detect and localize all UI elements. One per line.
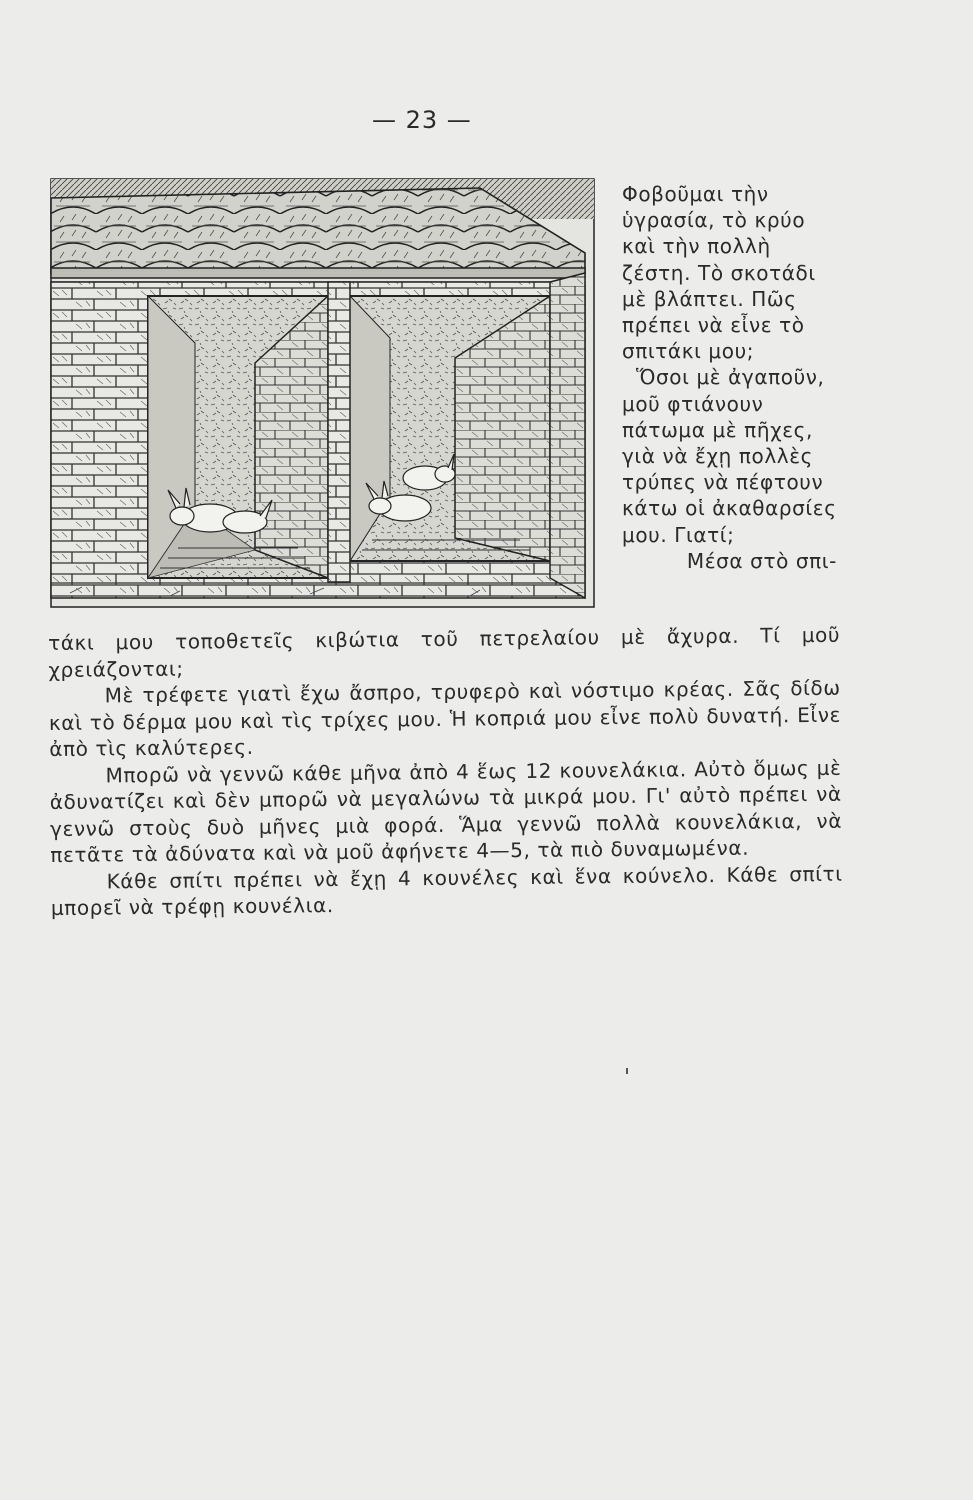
paragraph: Ὅσοι μὲ ἀγαποῦν, μοῦ φτιάνουν πάτωμα μὲ πῆχες, γιὰ νὰ ἔχῃ πολλὲς τρύπες νὰ πέφτουν κάτω οἱ ἀκαθαρσίες μου. Γιατί; bbox=[622, 365, 837, 547]
paragraph: Φοβοῦμαι τὴν ὑγρασία, τὸ κρύο καὶ τὴν πολλὴ ζέστη. Τὸ σκοτάδι μὲ βλάπτει. Πῶς πρέπει νὰ εἶνε τὸ σπιτάκι μου; bbox=[622, 182, 816, 364]
print-speck bbox=[626, 1068, 628, 1074]
paragraph: Κάθε σπίτι πρέπει νὰ ἔχῃ 4 κουνέλες καὶ ἕνα κούνελο. Κάθε σπίτι μπορεῖ νὰ τρέφῃ κουνέλια. bbox=[50, 861, 843, 920]
paragraph: Μπορῶ νὰ γεννῶ κάθε μῆνα ἀπὸ 4 ἕως 12 κουνελάκια. Αὐτὸ ὅμως μὲ ἀδυνατίζει καὶ δὲν μπορῶ νὰ μεγαλώνω τὰ μικρά μου. Γι' αὐτὸ πρέπει νὰ γεννῶ στοὺς δυὸ μῆνες μιὰ φορά. Ἅμα γεννῶ πολλὰ κουνελάκια, νὰ πετᾶτε τὰ ἀδύνατα καὶ νὰ μοῦ ἀφήνετε 4—5, τὰ πιὸ δυναμωμένα. bbox=[49, 755, 843, 867]
page-number: — 23 — bbox=[372, 106, 472, 134]
main-text bbox=[48, 622, 843, 922]
paragraph: Μὲ τρέφετε γιατὶ ἔχω ἄσπρο, τρυφερὸ καὶ νόστιμο κρέας. Σᾶς δίδω καὶ τὸ δέρμα μου καὶ τὶς τρίχες μου. Ἡ κοπριά μου εἶνε πολὺ δυνατή. Εἶνε ἀπὸ τὶς καλύτερες. bbox=[48, 675, 842, 761]
paragraph: τάκι μου τοποθετεῖς κιβώτια τοῦ πετρελαίου μὲ ἄχυρα. Τί μοῦ χρειάζονται; bbox=[48, 622, 841, 682]
paragraph-start: Μέσα στὸ σπι- bbox=[686, 548, 837, 573]
rabbit-hutch-illustration bbox=[50, 178, 595, 608]
side-column-text bbox=[622, 181, 837, 574]
